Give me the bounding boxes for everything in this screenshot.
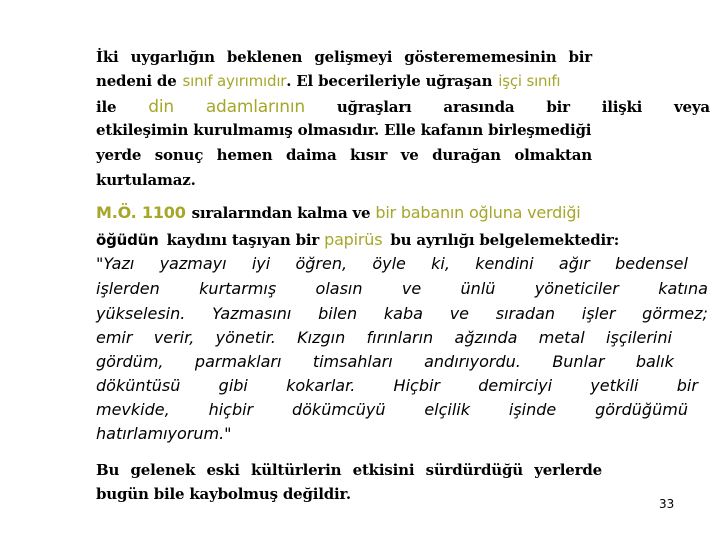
highlight-father-to-son: bir babanın oğluna verdiği: [375, 203, 581, 222]
word: görmez;: [642, 304, 708, 323]
highlight-religion: din: [148, 97, 174, 117]
word: arasında: [443, 98, 515, 116]
word: işinde: [508, 400, 557, 419]
word: döküntüsü: [96, 376, 181, 395]
text-segment: etkileşimin kurulmamış olmasıdır. Elle kafanın birleşmediği: [96, 121, 592, 139]
highlight-clergy: adamlarının: [205, 97, 305, 117]
word: işler: [581, 304, 616, 323]
quote-line5: [96, 352, 674, 371]
word: veya: [674, 98, 710, 116]
paragraph1-line1: [96, 48, 592, 66]
text-segment: nedeni de: [96, 72, 177, 90]
word: ve: [400, 146, 419, 164]
paragraph2-line1: [96, 203, 581, 222]
highlight-class-division: sınıf ayırımıdır: [182, 72, 287, 90]
paragraph1-line6: [96, 171, 196, 189]
word: Kızgın: [297, 328, 346, 347]
quote-line4: [96, 328, 672, 347]
quote-line1: [96, 254, 688, 273]
word: elçilik: [424, 400, 471, 419]
word: bir: [568, 48, 592, 66]
highlight-papyrus: papirüs: [324, 230, 383, 249]
word: Hiçbir: [393, 376, 440, 395]
highlight-date: M.Ö. 1100: [96, 203, 186, 222]
word: hemen: [216, 146, 273, 164]
word: katına: [658, 279, 708, 298]
word: kısır: [350, 146, 388, 164]
word: hiçbir: [208, 400, 254, 419]
word: yükselesin.: [96, 304, 186, 323]
word: Bu: [96, 461, 120, 479]
paragraph3-line2: [96, 485, 351, 503]
word: İki: [96, 48, 119, 66]
word: uğraşları: [336, 98, 412, 116]
word: bilen: [318, 304, 358, 323]
paragraph2-line2: [96, 230, 619, 249]
word: öyle: [372, 254, 406, 273]
word: beklenen: [226, 48, 303, 66]
word: ve: [449, 304, 469, 323]
word: metal: [538, 328, 585, 347]
word: kokarlar.: [286, 376, 356, 395]
word: gibi: [218, 376, 248, 395]
word: ağır: [558, 254, 590, 273]
text-segment: hatırlamıyorum.": [96, 424, 232, 443]
word: bir: [676, 376, 698, 395]
word: "Yazı: [96, 254, 135, 273]
word: yazmayı: [159, 254, 227, 273]
text-segment: . El becerileriyle uğraşan: [286, 72, 493, 90]
word: işçilerini: [606, 328, 672, 347]
word: etkisini: [352, 461, 415, 479]
word: demirciyi: [478, 376, 553, 395]
text-segment: kaydını taşıyan bir: [166, 231, 320, 249]
word: bir: [546, 98, 570, 116]
quote-line3: [96, 304, 708, 323]
paragraph1-line5: [96, 146, 592, 164]
word: dökümcüyü: [291, 400, 386, 419]
word: emir: [96, 328, 133, 347]
word: olasın: [315, 279, 363, 298]
word: Bunlar: [552, 352, 605, 371]
word: gördüğümü: [595, 400, 688, 419]
quote-line2: [96, 279, 708, 298]
word: uygarlığın: [130, 48, 215, 66]
paragraph3-line1: [96, 461, 602, 479]
word: bedensel: [615, 254, 688, 273]
word: sürdürdüğü: [425, 461, 523, 479]
quote-line8: [96, 424, 232, 443]
word: kaba: [383, 304, 423, 323]
word: ki,: [431, 254, 450, 273]
word: gelişmeyi: [314, 48, 393, 66]
text-segment: sıralarından kalma ve: [191, 204, 371, 222]
page-number: 33: [659, 497, 675, 511]
word: kendini: [475, 254, 534, 273]
quote-line6: [96, 376, 698, 395]
text-segment: bugün bile kaybolmuş değildir.: [96, 485, 351, 503]
word: sıradan: [495, 304, 556, 323]
text-segment: bu ayrılığı belgelemektedir:: [390, 231, 620, 249]
word: ilişki: [601, 98, 643, 116]
word: yönetir.: [215, 328, 276, 347]
paragraph1-line4: [96, 121, 591, 139]
word: ağzında: [454, 328, 518, 347]
word: andırıyordu.: [424, 352, 521, 371]
word: kurtarmış: [199, 279, 277, 298]
paragraph1-line3: [96, 97, 710, 117]
word: sonuç: [154, 146, 204, 164]
word: Yazmasını: [212, 304, 292, 323]
word: durağan: [432, 146, 501, 164]
word: yerde: [96, 146, 142, 164]
word: kültürlerin: [251, 461, 342, 479]
word: öğren,: [295, 254, 348, 273]
word: ile: [96, 98, 117, 116]
word: yerlerde: [534, 461, 602, 479]
quote-line7: [96, 400, 688, 419]
word: iyi: [251, 254, 271, 273]
word: verir,: [153, 328, 195, 347]
highlight-working-class: işçi sınıfı: [498, 72, 561, 90]
word: işlerden: [96, 279, 160, 298]
word: yöneticiler: [534, 279, 619, 298]
word: gelenek: [130, 461, 196, 479]
highlight-advice: öğüdün: [96, 231, 159, 249]
text-segment: kurtulamaz.: [96, 171, 196, 189]
word: gördüm,: [96, 352, 164, 371]
word: fırınların: [366, 328, 434, 347]
word: timsahları: [312, 352, 393, 371]
word: olmaktan: [514, 146, 592, 164]
word: gösterememesinin: [404, 48, 557, 66]
word: ünlü: [460, 279, 496, 298]
word: balık: [635, 352, 674, 371]
word: yetkili: [590, 376, 639, 395]
word: daima: [285, 146, 337, 164]
paragraph1-line2: [96, 72, 560, 90]
word: parmakları: [194, 352, 282, 371]
word: ve: [401, 279, 422, 298]
word: eski: [206, 461, 240, 479]
word: mevkide,: [96, 400, 170, 419]
